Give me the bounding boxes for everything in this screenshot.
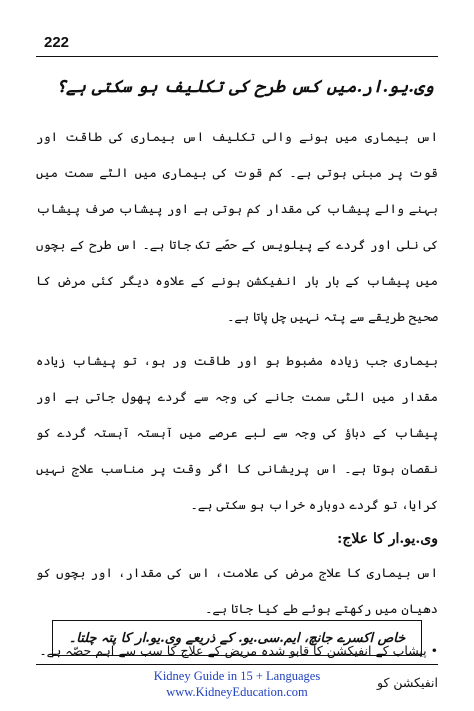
page-body [36, 76, 438, 699]
bullet-icon: • [430, 643, 438, 658]
page-footer [0, 668, 474, 700]
paragraph-symptoms-mild: اس بیماری میں ہونے والی تکلیف اس بیماری کی طاقت اور قوت پر مبنی ہوتی ہے۔ کم قوت کی بیماری میں الٹے سمت میں بہنے والے پیشاب کی مقدار کم ہوتی ہے اور پیشاب صرف پیشاب کی نلی اور گردے کے پیلویس کے حصّے تک جاتا ہے۔ اس طرح کے بچوں میں پیشاب کے بار بار انفیکشن ہونے کے علاوہ دیگر کئی مرض کا صحیح طریقے سے پتہ نہیں چل پاتا ہے۔ [36, 129, 438, 324]
footer-website-link[interactable]: www.KidneyEducation.com [166, 685, 308, 699]
section-heading: وی.یو.ار.میں کس طرح کی تکلیف ہو سکتی ہے؟ [56, 77, 434, 97]
treatment-subheading: وی.یو.ار کا علاج: [337, 531, 438, 547]
footer-title: Kidney Guide in 15 + Languages [153, 669, 321, 683]
paragraph-treatment: اس بیماری کا علاج مرض کی علامت، اس کی مقدار، اور بچوں کو دھیان میں رکھتے ہوئے طے کیا جاتا ہے۔ [36, 565, 438, 616]
footer-divider [36, 664, 438, 665]
paragraph-symptoms-severe: بیماری جب زیادہ مضبوط ہو اور طاقت ور ہو، تو پیشاب زیادہ مقدار میں الٹی سمت جانے کی وجہ سے گردے پھول جاتی ہے اور پیشاب کے دباؤ کی وجہ سے لبے عرصے میں آہستہ آہستہ گردے کو نقصان ہوتا ہے۔ اس پریشانی کا اگر وقت پر مناسب علاج نہیں کرایا، تو گردے دوبارہ خراب ہو سکتی ہے۔ [36, 353, 438, 512]
bullet-text: پیشاب کے انفیکشن کا قابو شدہ مریض کے علاج کا سب سے اہم حصّہ ہے۔ انفیکشن کو [39, 643, 438, 690]
highlight-box: خاص اکسرے جانچ، ایم.سی.یو. کے ذریعے وی.یو.ار کا پتہ چلتا۔ [52, 620, 422, 656]
page-number: 222 [44, 34, 70, 51]
header-divider [36, 56, 438, 57]
